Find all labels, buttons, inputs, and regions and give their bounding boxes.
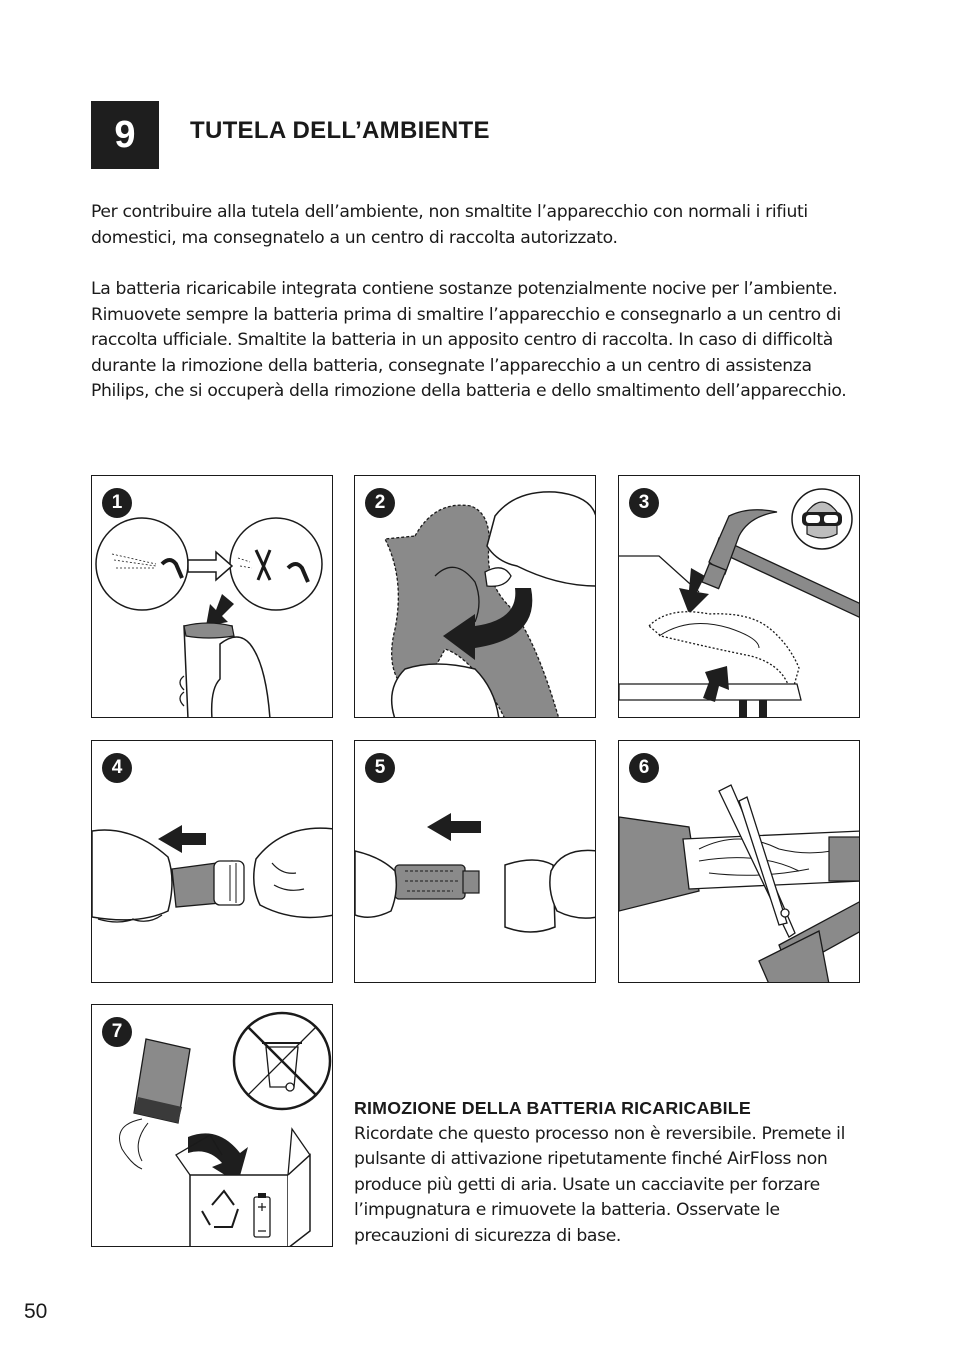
section-title: TUTELA DELL’AMBIENTE [190, 117, 490, 144]
intro-paragraph: Per contribuire alla tutela dell’ambiente, non smaltite l’apparecchio con normali i rifiuti domestici, ma consegnatelo a un centro di raccolta autorizzato. [91, 202, 808, 248]
arrow-right-icon [188, 552, 232, 580]
hand-icon [355, 851, 396, 917]
arrow-left-icon [158, 825, 206, 853]
step-badge-7: 7 [102, 1017, 132, 1047]
step-panel-5 [354, 740, 596, 983]
caption-block [354, 1096, 869, 1250]
arrow-left-icon [427, 813, 481, 841]
no-bin-icon [234, 1013, 330, 1109]
arrow-down-icon [206, 594, 234, 626]
safety-goggles-icon [792, 489, 852, 549]
battery-pack [120, 1039, 191, 1169]
step-badge-5: 5 [365, 753, 395, 783]
step-panel-6 [618, 740, 860, 983]
step-badge-3: 3 [629, 488, 659, 518]
caption-body: Ricordate che questo processo non è reversibile. Premete il pulsante di attivazione ripetutamente finché AirFloss non produce più getti di aria. Usate un cacciavite per forzare l’impugnatura e rimuovete la batteria. Osservate le precauzioni di sicurezza di base. [354, 1123, 846, 1246]
step-panel-2 [354, 475, 596, 718]
step-badge-2: 2 [365, 488, 395, 518]
battery-paragraph: La batteria ricaricabile integrata contiene sostanze potenzialmente nocive per l’ambiente. Rimuovete sempre la batteria prima di smaltire l’apparecchio e consegnarlo a un centro di raccolta ufficiale. Smaltite la batteria in un apposito centro di raccolta. In caso di difficoltà durante la rimozione della batteria, consegnate l’apparecchio a un centro di assistenza Philips, che si occuperà della rimozione della batteria e dello smaltimento dell’apparecchio. [91, 279, 847, 402]
step-badge-6: 6 [629, 753, 659, 783]
caption-title: RIMOZIONE DELLA BATTERIA RICARICABILE [354, 1098, 751, 1118]
step-panel-4 [91, 740, 333, 983]
hand-icon [550, 850, 596, 918]
hand-icon [92, 830, 172, 920]
hand-icon [212, 637, 270, 718]
step-badge-1: 1 [102, 488, 132, 518]
section-number-badge: 9 [91, 101, 159, 169]
step-panel-7 [91, 1004, 333, 1247]
battery-module [395, 865, 479, 899]
step-panel-3 [618, 475, 860, 718]
step-panel-1 [91, 475, 333, 718]
battery-icon [254, 1193, 270, 1237]
page-number: 50 [24, 1300, 48, 1323]
step-badge-4: 4 [102, 753, 132, 783]
